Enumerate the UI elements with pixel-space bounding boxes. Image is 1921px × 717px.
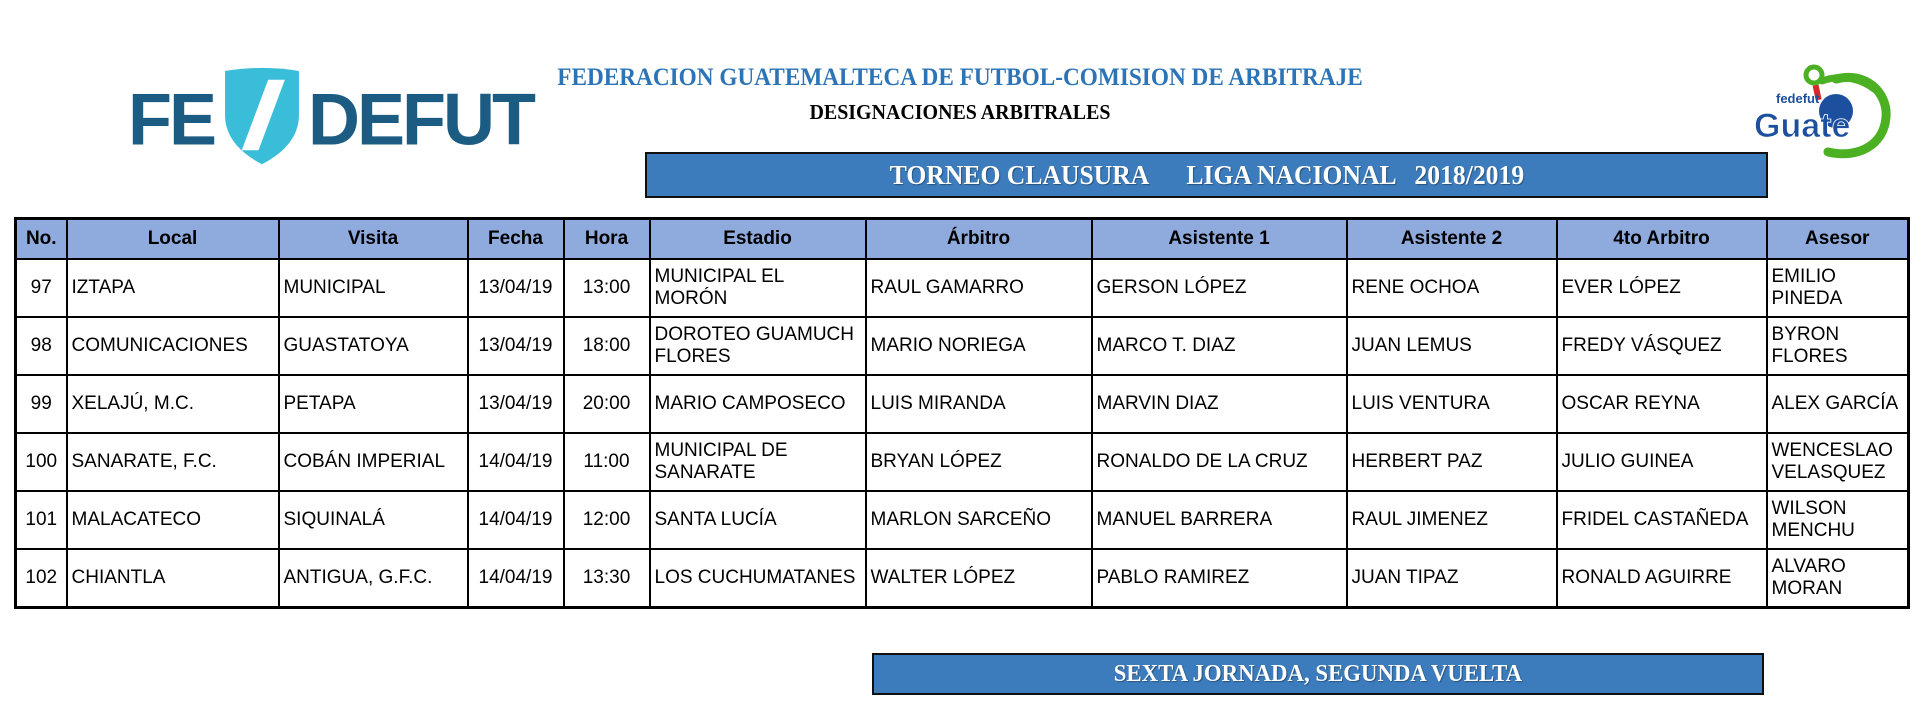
cell-asistente2: HERBERT PAZ: [1347, 433, 1557, 491]
cell-fecha: 14/04/19: [468, 433, 564, 491]
jornada-banner: [872, 653, 1764, 695]
cell-fecha: 14/04/19: [468, 491, 564, 549]
col-header-local: Local: [67, 219, 279, 260]
col-header-4to: 4to Arbitro: [1557, 219, 1767, 260]
cell-4to-arbitro: JULIO GUINEA: [1557, 433, 1767, 491]
cell-no: 102: [16, 549, 67, 608]
cell-fecha: 13/04/19: [468, 375, 564, 433]
title-block: [480, 64, 1440, 125]
cell-estadio: MUNICIPAL EL MORÓN: [650, 259, 866, 317]
fedefut-shield-icon: [218, 62, 306, 173]
cell-no: 101: [16, 491, 67, 549]
table-row: [16, 259, 1909, 317]
cell-4to-arbitro: RONALD AGUIRRE: [1557, 549, 1767, 608]
cell-visita: GUASTATOYA: [279, 317, 468, 375]
col-header-estadio: Estadio: [650, 219, 866, 260]
guate-logo: [1752, 55, 1914, 170]
cell-asesor: ALVARO MORAN: [1767, 549, 1909, 608]
cell-local: COMUNICACIONES: [67, 317, 279, 375]
cell-arbitro: WALTER LÓPEZ: [866, 549, 1092, 608]
cell-local: IZTAPA: [67, 259, 279, 317]
fedefut-logo-text-fe: FE: [128, 79, 215, 161]
cell-arbitro: RAUL GAMARRO: [866, 259, 1092, 317]
cell-no: 97: [16, 259, 67, 317]
cell-hora: 12:00: [564, 491, 650, 549]
cell-estadio: SANTA LUCÍA: [650, 491, 866, 549]
tournament-banner: [645, 152, 1768, 198]
cell-visita: MUNICIPAL: [279, 259, 468, 317]
cell-asesor: ALEX GARCÍA: [1767, 375, 1909, 433]
col-header-fecha: Fecha: [468, 219, 564, 260]
col-header-asesor: Asesor: [1767, 219, 1909, 260]
cell-asistente1: MANUEL BARRERA: [1092, 491, 1347, 549]
cell-visita: ANTIGUA, G.F.C.: [279, 549, 468, 608]
cell-4to-arbitro: FREDY VÁSQUEZ: [1557, 317, 1767, 375]
cell-asesor: EMILIO PINEDA: [1767, 259, 1909, 317]
cell-arbitro: BRYAN LÓPEZ: [866, 433, 1092, 491]
col-header-hora: Hora: [564, 219, 650, 260]
cell-local: XELAJÚ, M.C.: [67, 375, 279, 433]
cell-asistente2: RENE OCHOA: [1347, 259, 1557, 317]
cell-fecha: 14/04/19: [468, 549, 564, 608]
table-header-row: [16, 219, 1909, 260]
cell-asistente1: RONALDO DE LA CRUZ: [1092, 433, 1347, 491]
cell-hora: 13:30: [564, 549, 650, 608]
cell-local: MALACATECO: [67, 491, 279, 549]
table-row: [16, 549, 1909, 608]
cell-arbitro: MARIO NORIEGA: [866, 317, 1092, 375]
guate-logo-small-text: fedefut: [1776, 91, 1820, 106]
cell-asistente1: GERSON LÓPEZ: [1092, 259, 1347, 317]
cell-fecha: 13/04/19: [468, 317, 564, 375]
cell-4to-arbitro: OSCAR REYNA: [1557, 375, 1767, 433]
cell-estadio: DOROTEO GUAMUCH FLORES: [650, 317, 866, 375]
col-header-no: No.: [16, 219, 67, 260]
cell-estadio: LOS CUCHUMATANES: [650, 549, 866, 608]
cell-asistente1: MARCO T. DIAZ: [1092, 317, 1347, 375]
fedefut-logo: [128, 60, 533, 180]
table-row: [16, 317, 1909, 375]
cell-no: 98: [16, 317, 67, 375]
cell-asesor: WENCESLAO VELASQUEZ: [1767, 433, 1909, 491]
cell-asistente1: MARVIN DIAZ: [1092, 375, 1347, 433]
cell-asistente1: PABLO RAMIREZ: [1092, 549, 1347, 608]
cell-no: 100: [16, 433, 67, 491]
guate-logo-big-text: Guate: [1754, 107, 1851, 145]
col-header-arbitro: Árbitro: [866, 219, 1092, 260]
cell-asistente2: LUIS VENTURA: [1347, 375, 1557, 433]
cell-local: CHIANTLA: [67, 549, 279, 608]
cell-hora: 11:00: [564, 433, 650, 491]
cell-local: SANARATE, F.C.: [67, 433, 279, 491]
cell-asesor: BYRON FLORES: [1767, 317, 1909, 375]
cell-no: 99: [16, 375, 67, 433]
cell-estadio: MARIO CAMPOSECO: [650, 375, 866, 433]
cell-asesor: WILSON MENCHU: [1767, 491, 1909, 549]
cell-arbitro: LUIS MIRANDA: [866, 375, 1092, 433]
cell-asistente2: JUAN TIPAZ: [1347, 549, 1557, 608]
jornada-banner-text: SEXTA JORNADA, SEGUNDA VUELTA: [1113, 660, 1523, 687]
cell-visita: SIQUINALÁ: [279, 491, 468, 549]
cell-fecha: 13/04/19: [468, 259, 564, 317]
cell-asistente2: RAUL JIMENEZ: [1347, 491, 1557, 549]
col-header-asistente2: Asistente 2: [1347, 219, 1557, 260]
table-row: [16, 375, 1909, 433]
cell-4to-arbitro: FRIDEL CASTAÑEDA: [1557, 491, 1767, 549]
tournament-banner-text: TORNEO CLAUSURA LIGA NACIONAL 2018/2019: [889, 159, 1524, 190]
cell-4to-arbitro: EVER LÓPEZ: [1557, 259, 1767, 317]
cell-arbitro: MARLON SARCEÑO: [866, 491, 1092, 549]
cell-hora: 13:00: [564, 259, 650, 317]
cell-hora: 18:00: [564, 317, 650, 375]
cell-visita: PETAPA: [279, 375, 468, 433]
cell-estadio: MUNICIPAL DE SANARATE: [650, 433, 866, 491]
col-header-visita: Visita: [279, 219, 468, 260]
page-subtitle: DESIGNACIONES ARBITRALES: [809, 100, 1111, 124]
col-header-asistente1: Asistente 1: [1092, 219, 1347, 260]
table-row: [16, 433, 1909, 491]
cell-visita: COBÁN IMPERIAL: [279, 433, 468, 491]
fedefut-logo-text-defut: DEFUT: [308, 79, 533, 161]
designations-table: [14, 217, 1910, 609]
cell-hora: 20:00: [564, 375, 650, 433]
table-row: [16, 491, 1909, 549]
cell-asistente2: JUAN LEMUS: [1347, 317, 1557, 375]
page-title: FEDERACION GUATEMALTECA DE FUTBOL-COMISION DE ARBITRAJE: [557, 64, 1363, 91]
